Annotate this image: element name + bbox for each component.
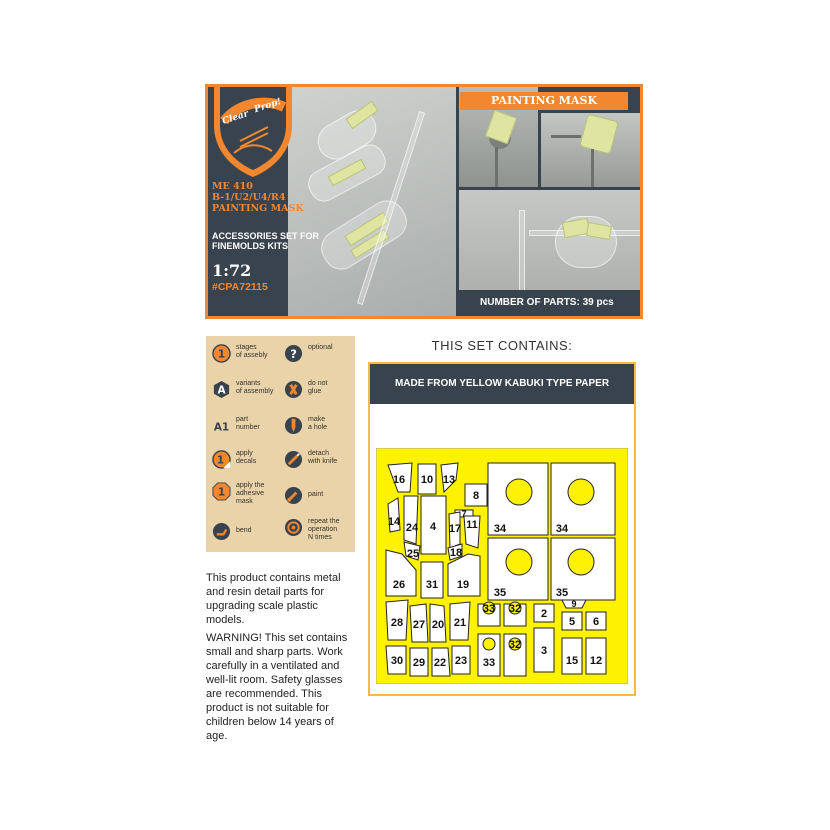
label-20: 20 [431,619,445,631]
svg-text:?: ? [290,346,297,361]
legend-item-paint: paint [284,486,323,505]
label-8: 8 [472,490,480,502]
material-header: MADE FROM YELLOW KABUKI TYPE PAPER [370,364,634,404]
legend-item-optional: ? optional [284,344,333,363]
mask-octagon-icon [212,482,231,501]
brand-word-prop: Prop! [253,96,283,116]
label-16: 16 [392,474,406,486]
legend-item-repeat: repeat the operation N times [284,518,340,542]
header-banner [205,84,643,319]
symbol-legend [206,336,355,552]
label-23: 23 [454,655,468,667]
stage-number-icon [212,344,231,363]
label-12: 12 [589,655,603,667]
label-33a: 33 [482,603,496,615]
label-32a: 32 [508,603,522,615]
repeat-icon [284,518,303,537]
bend-icon [212,522,231,541]
legend-item-make-hole: make a hole [284,416,327,435]
contents-box [368,362,636,696]
label-34a: 34 [493,523,507,535]
label-29: 29 [412,657,426,669]
photo-canopy-sprue-large [288,87,456,316]
svg-text:1: 1 [217,486,226,499]
svg-text:1: 1 [216,454,225,467]
label-19: 19 [456,579,470,591]
label-9: 9 [571,599,577,609]
label-32b: 32 [508,639,522,651]
title-line-2: B-1/U2/U4/R4 [212,192,286,203]
wheel-circle-2 [568,479,594,505]
label-35a: 35 [493,587,507,599]
label-27: 27 [412,619,426,631]
label-18: 18 [449,547,463,559]
label-14: 14 [387,516,401,528]
legend-item-no-glue: do not glue [284,380,327,399]
painting-mask-tag: PAINTING MASK [460,92,628,110]
label-33b: 33 [482,657,496,669]
label-28: 28 [390,617,404,629]
label-2: 2 [540,608,548,620]
mask-sheet [376,448,628,684]
contents-box-inner [370,364,634,694]
warning-text: WARNING! This set contains small and sharp parts. Work carefully in a ventilated and well-lit room. Safety glasses are recommended. This product is not suitable for children below 14 years of age. [206,632,348,742]
description-text: This product contains metal and resin detail parts for upgrading scale plastic models. [206,572,341,626]
svg-text:A1: A1 [213,421,230,434]
svg-text:A: A [217,384,226,397]
label-21: 21 [453,617,467,629]
drill-icon [284,416,303,435]
label-4: 4 [429,521,437,533]
label-24: 24 [405,522,419,534]
product-title [212,181,304,214]
title-line-1: ME 410 [212,181,253,192]
legend-item-apply-decals: 1 apply decals [212,450,256,469]
legend-item-variants: A variants of assembly [212,380,273,399]
subtitle-line-2: FINEMOLDS KITS [212,241,288,251]
circle-33b [483,638,495,650]
wheel-circle-3 [506,549,532,575]
product-subtitle [212,231,319,251]
banner-inner [208,87,640,316]
mask-shape-24 [404,496,418,544]
label-35b: 35 [555,587,569,599]
wheel-circle-1 [506,479,532,505]
product-code: #CPA72115 [212,281,268,293]
photo-canopy-masked [459,190,640,290]
scale-label: 1:72 [212,261,252,280]
label-6: 6 [592,616,600,628]
legend-item-stages: 1 stages of assebly [212,344,268,363]
title-line-3: PAINTING MASK [212,203,304,214]
variant-hexagon-icon [212,380,231,399]
legend-item-bend: bend [212,522,252,541]
contents-title: THIS SET CONTAINS: [431,338,573,353]
label-26: 26 [392,579,406,591]
part-number-icon [212,416,231,435]
brand-word-clear: Clear [221,109,250,127]
parts-count: NUMBER OF PARTS: 39 pcs [480,297,614,308]
legend-item-detach-knife: detach with knife [284,450,337,469]
label-30: 30 [390,655,404,667]
label-31: 31 [425,579,439,591]
label-15: 15 [565,655,579,667]
label-10: 10 [420,474,434,486]
label-3: 3 [540,645,548,657]
decal-icon [212,450,231,469]
label-5: 5 [568,616,576,628]
no-glue-icon [284,380,303,399]
label-25: 25 [406,548,420,560]
question-icon [284,344,303,363]
clear-prop-logo-badge [210,87,296,177]
legend-item-adhesive-mask: 1 apply the adhesive mask [212,482,264,506]
brush-icon [284,486,303,505]
label-34b: 34 [555,523,569,535]
product-description [206,571,354,747]
label-7: 7 [461,509,467,519]
legend-item-part-number: A1 part number [213,416,260,434]
photo-wheel-mask-2 [541,113,640,187]
label-13: 13 [442,474,456,486]
label-22: 22 [433,657,447,669]
label-17: 17 [448,523,462,535]
subtitle-line-1: ACCESSORIES SET FOR [212,231,320,241]
svg-text:1: 1 [217,348,226,361]
wheel-circle-4 [568,549,594,575]
knife-icon [284,450,303,469]
label-11: 11 [466,519,478,531]
